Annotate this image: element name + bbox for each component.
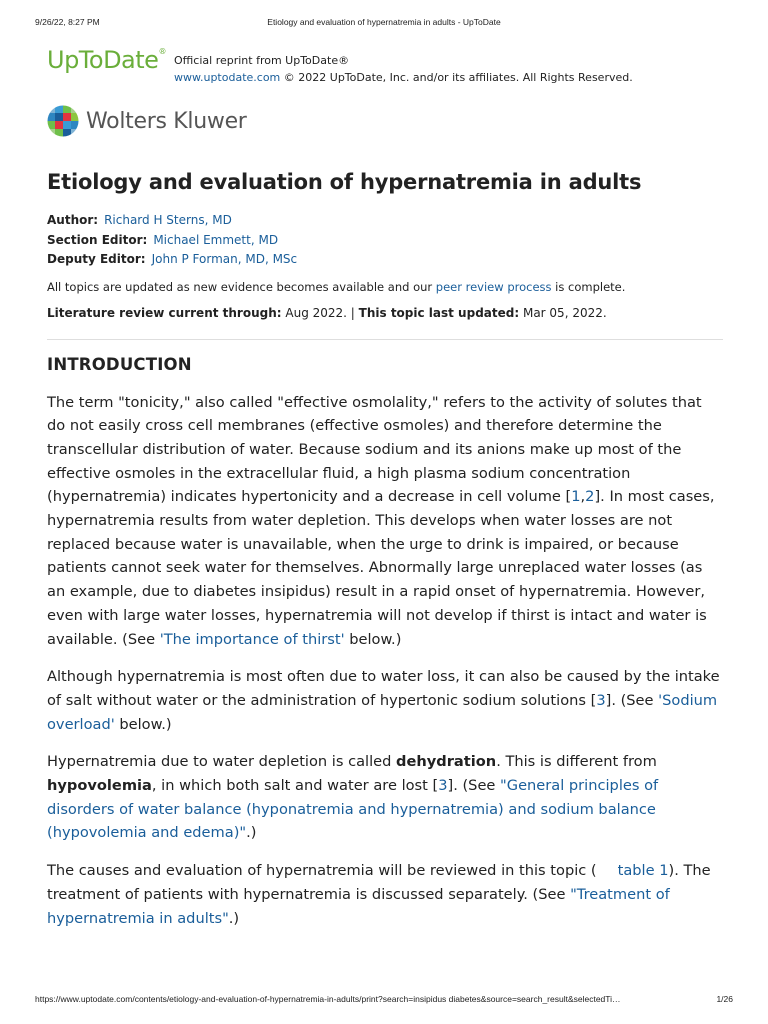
table-1-link[interactable]: table 1 (617, 862, 669, 880)
intro-paragraph-2: Although hypernatremia is most often due to water loss, it can also be caused by the intake of salt without water or the administration of hypertonic sodium solutions [3]. (See 'Sodium overload' below.) (47, 668, 720, 733)
introduction-heading: INTRODUCTION (47, 354, 192, 374)
print-datetime: 9/26/22, 8:27 PM (35, 17, 100, 27)
section-editor-link[interactable]: Michael Emmett, MD (153, 232, 279, 247)
section-editor-label: Section Editor: (47, 232, 148, 247)
copyright-text: © 2022 UpToDate, Inc. and/or its affiliates. All Rights Reserved. (280, 71, 633, 84)
general-principles-link[interactable]: "General principles of disorders of water balance (hyponatremia and hypernatremia) and sodium balance (hypovolemia and edema)" (47, 777, 659, 842)
wolters-kluwer-wordmark: Wolters Kluwer (86, 108, 247, 134)
author-label: Author: (47, 213, 99, 227)
last-updated-value: Mar 05, 2022. (519, 305, 607, 320)
deputy-editor-label: Deputy Editor: (47, 252, 146, 266)
sodium-overload-link[interactable]: 'Sodium overload' (47, 691, 718, 733)
treatment-hypernatremia-link[interactable]: "Treatment of hypernatremia in adults" (47, 885, 670, 927)
section-divider (47, 339, 723, 340)
reference-link-3b[interactable]: 3 (438, 777, 448, 795)
importance-of-thirst-link[interactable]: 'The importance of thirst' (159, 630, 345, 648)
reference-link-3[interactable]: 3 (596, 691, 606, 709)
update-notice: All topics are updated as new evidence becomes available and our peer review process is complete. (47, 279, 626, 294)
deputy-editor-link[interactable]: John P Forman, MD, MSc (151, 252, 298, 266)
uptodate-logo-text: UpToDate (47, 46, 159, 74)
uptodate-logo (47, 48, 166, 72)
print-page-title: Etiology and evaluation of hypernatremia in adults - UpToDate (267, 17, 501, 27)
author-link[interactable]: Richard H Sterns, MD (104, 213, 232, 227)
last-updated-label: This topic last updated: (358, 305, 520, 320)
intro-paragraph-3: Hypernatremia due to water depletion is called dehydration. This is different from hypovolemia, in which both salt and water are lost [3]. (See "General principles of disorders of water balance (hyponatremia and hypernatremia) and sodium balance (hypovolemia and edema)".) (47, 753, 659, 842)
table-icon[interactable] (597, 865, 617, 877)
reference-link-1[interactable]: 1 (571, 488, 581, 506)
lit-review-value: Aug 2022. | (281, 305, 359, 320)
wolters-kluwer-globe-icon (47, 105, 79, 137)
review-dates (47, 305, 723, 322)
reprint-line: Official reprint from UpToDate® (174, 54, 350, 67)
wolters-kluwer-logo (47, 105, 247, 137)
intro-paragraph-4: The causes and evaluation of hypernatremia will be reviewed in this topic ( table 1). The treatment of patients with hypernatremia is discussed separately. (See "Treatment of hypernatremia in adults".) (47, 862, 711, 927)
article (47, 170, 723, 944)
registered-mark: ® (158, 47, 166, 56)
reprint-notice (174, 52, 633, 86)
uptodate-site-link[interactable]: www.uptodate.com (174, 71, 281, 84)
print-url: https://www.uptodate.com/contents/etiology-and-evaluation-of-hypernatremia-in-adults/print?search=insipidus diabetes&source=search_result&selectedTi… (35, 994, 621, 1004)
article-credits (47, 211, 723, 270)
reference-link-2[interactable]: 2 (585, 488, 595, 506)
lit-review-label: Literature review current through: (47, 305, 282, 320)
intro-paragraph-1: The term "tonicity," also called "effective osmolality," refers to the activity of solutes that do not easily cross cell membranes (effective osmoles) and therefore determine the transcellular distribution of water. Because sodium and its anions make up most of the effective osmoles in the extracellular fluid, a high plasma sodium concentration (hypernatremia) indicates hypertonicity and a decrease in cell volume [1,2]. In most cases, hypernatremia results from water depletion. This develops when water losses are not replaced because water is unavailable, when the urge to drink is impaired, or because patients cannot seek water for themselves. Abnormally large unreplaced water losses (as an example, due to diabetes insipidus) result in a rapid onset of hypernatremia. However, even with large water losses, hypernatremia will not develop if thirst is intact and water is available. (See 'The importance of thirst' below.) (47, 393, 715, 648)
peer-review-link[interactable]: peer review process (435, 279, 552, 294)
article-title: Etiology and evaluation of hypernatremia in adults (47, 170, 642, 194)
page-number: 1/26 (716, 994, 733, 1004)
